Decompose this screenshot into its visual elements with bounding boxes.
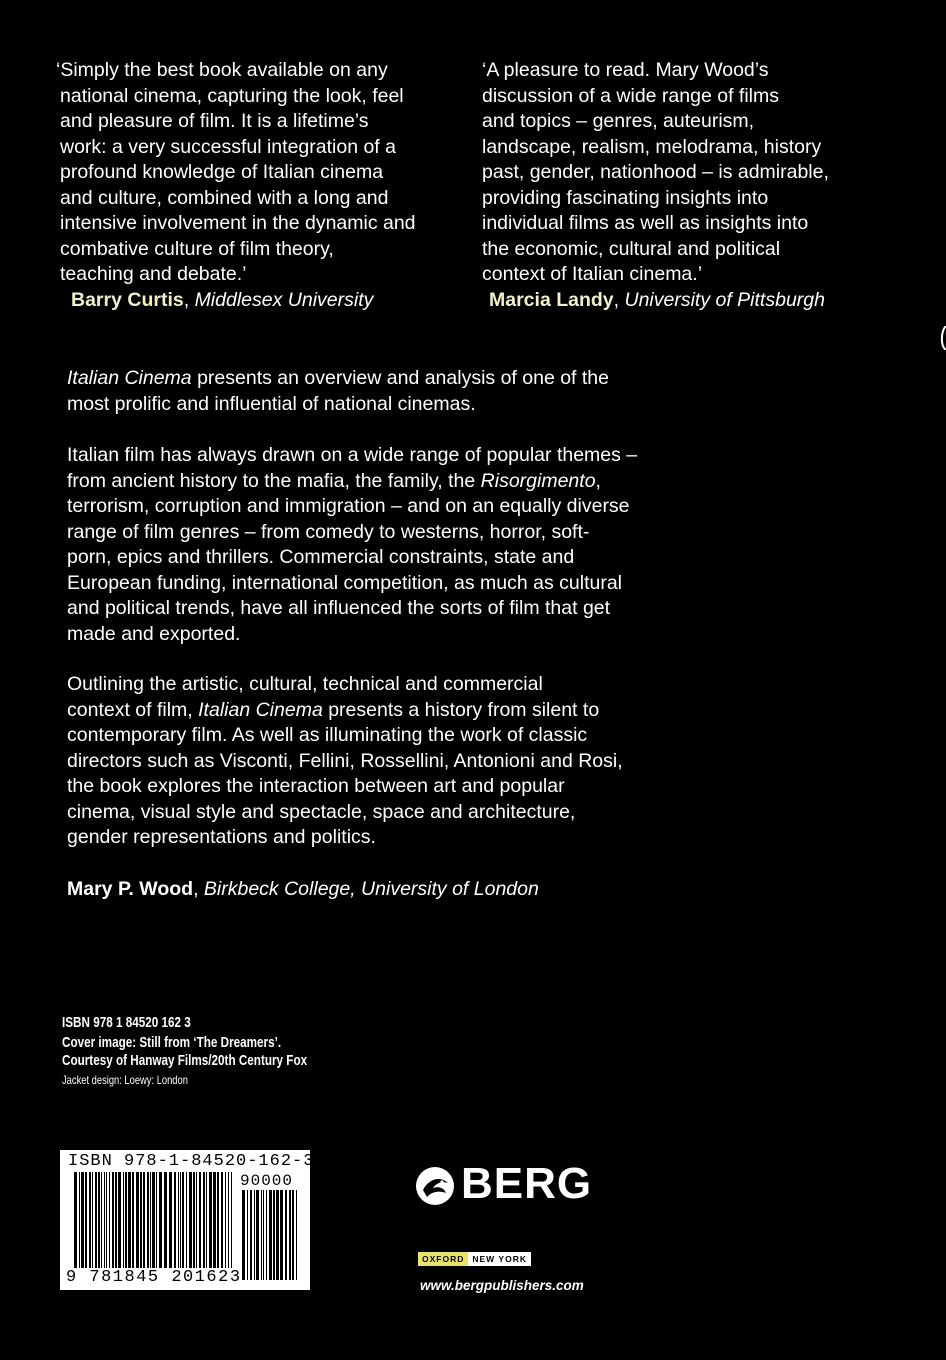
barcode-bar <box>143 1172 145 1280</box>
blurb-paragraph-3 <box>67 672 707 851</box>
book-title: Italian Cinema <box>67 367 192 389</box>
quote-text: ‘Simply the best book available on any national cinema, capturing the look, feel and pleasure of film. It is a lifetime’s work: a very successful integration of a profound knowledge of Italian cinema and culture, combined with a long and intensive involvement in the dynamic and combative culture of film theory, teaching and debate.’ <box>56 59 416 285</box>
barcode-bar <box>85 1172 87 1280</box>
paragraph-text: Outlining the artistic, cultural, technical and commercial context of film, <box>67 673 543 721</box>
credits-block <box>62 1012 376 1090</box>
barcode-bar <box>199 1172 201 1280</box>
publisher-url: www.bergpublishers.com <box>420 1278 584 1293</box>
barcode-bar <box>276 1190 279 1280</box>
barcode-bar <box>289 1190 291 1280</box>
barcode-bar <box>81 1172 84 1280</box>
barcode-bar <box>203 1172 205 1280</box>
barcode-bar <box>261 1190 262 1280</box>
barcode-bar <box>263 1190 264 1280</box>
barcode-bar <box>164 1172 167 1280</box>
barcode-bar <box>285 1190 287 1280</box>
barcode-bar <box>147 1172 149 1280</box>
quote-text: ‘A pleasure to read. Mary Wood’s discussion of a wide range of films and topics – genres, auteurism, landscape, realism, melodrama, history past, gender, nationhood – is admirable, providing fascinating insights into individual films as well as insights into the economic, cultural and political context of Italian cinema.’ <box>482 59 829 285</box>
barcode-bar <box>118 1172 121 1280</box>
barcode-bar <box>89 1172 91 1280</box>
cover-credit-line-2: Courtesy of Hanway Films/20th Century Fox <box>62 1052 308 1069</box>
barcode-bar <box>292 1190 294 1280</box>
barcode-bar <box>225 1172 226 1280</box>
spine-edge <box>936 326 946 350</box>
barcode-bar <box>123 1172 124 1280</box>
barcode-bar <box>136 1172 139 1280</box>
barcode-bar <box>254 1190 255 1280</box>
berg-bird-icon <box>415 1166 455 1206</box>
barcode-bar <box>196 1172 197 1280</box>
barcode-bar <box>296 1190 297 1280</box>
barcode-bar <box>193 1172 195 1280</box>
barcode-bar <box>140 1172 142 1280</box>
barcode-isbn-label: ISBN 978-1-84520-162-3 <box>68 1152 315 1171</box>
barcode-digits: 9 781845 201623 <box>66 1268 242 1287</box>
barcode-bar <box>180 1172 181 1280</box>
barcode-bar <box>74 1172 77 1280</box>
barcode-bar <box>228 1172 229 1280</box>
reviewer-name: Barry Curtis <box>71 288 184 311</box>
barcode-bar <box>206 1172 207 1280</box>
italic-term: Risorgimento <box>480 469 596 492</box>
barcode-bar <box>256 1190 259 1280</box>
jacket-credit: Jacket design: Loewy: London <box>62 1073 188 1087</box>
barcode-bar <box>209 1172 212 1280</box>
barcode-bar <box>231 1172 232 1280</box>
barcode-bar <box>79 1172 80 1280</box>
barcode-bar <box>125 1172 127 1280</box>
barcode <box>60 1150 315 1290</box>
author-name: Mary P. Wood <box>67 878 194 900</box>
barcode-bar <box>182 1172 184 1280</box>
book-title: Italian Cinema <box>198 698 323 721</box>
imprint-locations <box>418 1252 531 1266</box>
reviewer-affiliation: Middlesex University <box>194 288 374 311</box>
barcode-bar <box>92 1172 93 1280</box>
barcode-bar <box>101 1172 102 1280</box>
barcode-bar <box>152 1172 155 1280</box>
barcode-bar <box>132 1172 134 1280</box>
barcode-bar <box>221 1172 223 1280</box>
blurb-paragraph-2 <box>67 443 707 647</box>
location-newyork: NEW YORK <box>468 1252 531 1266</box>
barcode-bar <box>112 1172 114 1280</box>
barcode-bar <box>128 1172 131 1280</box>
paragraph-text: Italian film has always drawn on a wide range of popular themes – from ancient history to the mafia, the family, the <box>67 444 638 492</box>
addon-barcode-bars <box>242 1190 302 1280</box>
barcode-bar <box>178 1172 179 1280</box>
isbn-text: ISBN 978 1 84520 162 3 <box>62 1014 191 1031</box>
barcode-bar <box>247 1190 248 1280</box>
author-affiliation: Birkbeck College, University of London <box>203 878 539 900</box>
barcode-bar <box>159 1172 162 1280</box>
review-quote-1 <box>56 58 470 313</box>
quote-attribution: Marcia Landy, University of Pittsburgh <box>489 288 825 311</box>
barcode-bar <box>109 1172 110 1280</box>
barcode-bar <box>186 1172 187 1280</box>
blurb-paragraph-1 <box>67 366 707 417</box>
review-quote-2 <box>482 58 902 313</box>
cover-credit-line-1: Cover image: Still from ‘The Dreamers’. <box>62 1034 282 1051</box>
barcode-bar <box>269 1190 272 1280</box>
barcode-bar <box>280 1190 283 1280</box>
barcode-bar <box>266 1190 267 1280</box>
barcode-bar <box>156 1172 157 1280</box>
barcode-bar <box>169 1172 172 1280</box>
berg-wordmark: BERG <box>461 1159 593 1208</box>
reviewer-name: Marcia Landy <box>489 288 614 311</box>
barcode-bar <box>189 1172 192 1280</box>
barcode-bar <box>104 1172 105 1280</box>
author-credit: Mary P. Wood, Birkbeck College, University of London <box>67 878 539 900</box>
paragraph-text: , terrorism, corruption and immigration – and on an equally diverse range of film genres – from comedy to westerns, horror, soft- porn, epics and thrillers. Commercial constraints, state and European funding, international competition, as much as cultural and political trends, have all influenced the sorts of film that get made and exported. <box>67 469 630 645</box>
barcode-bar <box>98 1172 100 1280</box>
barcode-bar <box>217 1172 219 1280</box>
reviewer-affiliation: University of Pittsburgh <box>624 288 825 311</box>
barcode-bar <box>150 1172 151 1280</box>
barcode-bar <box>213 1172 216 1280</box>
barcode-price-code: 90000 <box>240 1172 294 1190</box>
paragraph-text: presents an overview and analysis of one of the most prolific and influential of national cinemas. <box>67 367 609 415</box>
location-oxford: OXFORD <box>418 1252 468 1266</box>
barcode-bar <box>250 1190 252 1280</box>
barcode-bar <box>95 1172 97 1280</box>
barcode-bars <box>74 1172 234 1280</box>
paragraph-text: presents a history from silent to contemporary film. As well as illuminating the work of classic directors such as Visconti, Fellini, Rossellini, Antonioni and Rosi, the book explores the interaction between art and popular cinema, visual style and spectacle, space and architecture, gender representations and politics. <box>67 698 623 848</box>
barcode-bar <box>115 1172 117 1280</box>
barcode-bar <box>242 1190 245 1280</box>
barcode-bar <box>174 1172 176 1280</box>
quote-attribution: Barry Curtis, Middlesex University <box>71 288 374 311</box>
barcode-bar <box>106 1172 107 1280</box>
barcode-bar <box>273 1190 275 1280</box>
